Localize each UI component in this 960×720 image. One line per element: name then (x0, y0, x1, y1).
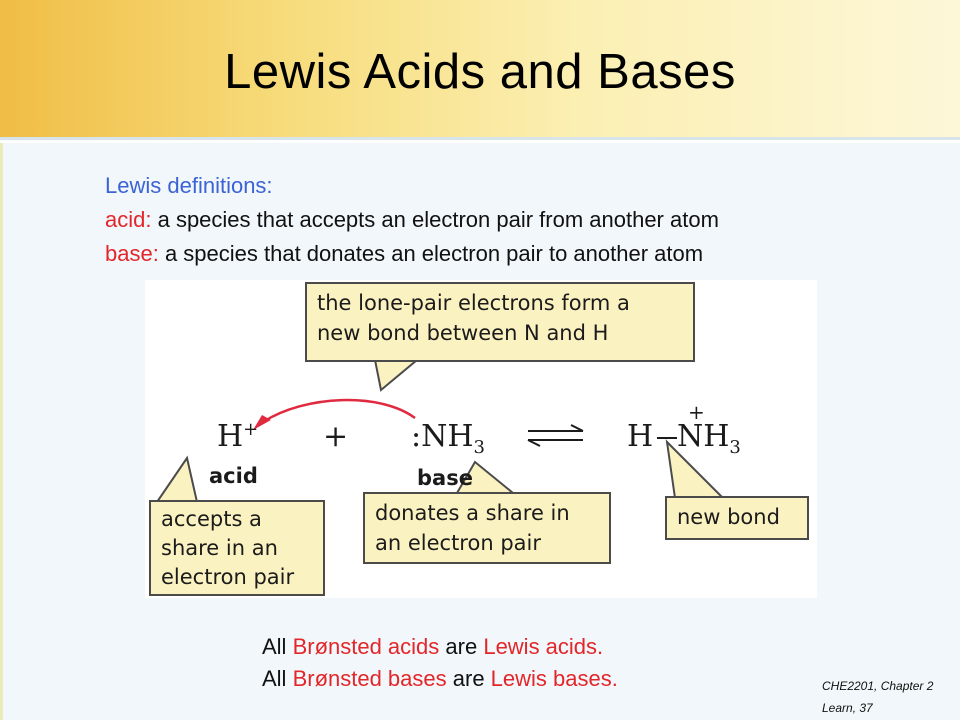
callout-acid-line: accepts a (161, 507, 262, 531)
callout-lone-pair-line: the lone-pair electrons form a (317, 291, 630, 315)
product-nh3 (677, 419, 741, 458)
callout-base-line: donates a share in (375, 501, 570, 525)
lone-pair-dots: : (411, 419, 422, 454)
footer-course: CHE2201, Chapter 2 (822, 679, 934, 693)
summary-text: All (262, 666, 293, 691)
ammonia-formula (411, 419, 485, 458)
summary-text: All (262, 634, 293, 659)
lewis-bronsted-summary (262, 631, 618, 695)
product-charge: + (688, 400, 705, 424)
callout-lone-pair (305, 282, 695, 362)
bronsted-bases-term: Brønsted bases (292, 666, 447, 691)
bronsted-acids-term: Brønsted acids (292, 634, 440, 659)
summary-line-acids (262, 631, 618, 663)
product-subscript: 3 (729, 437, 741, 458)
ammonia-subscript: 3 (473, 437, 485, 458)
lewis-reaction-figure (145, 280, 817, 598)
lewis-acids-term: Lewis acids. (483, 634, 604, 659)
product-h: H (627, 419, 654, 454)
slide-title: Lewis Acids and Bases (224, 45, 736, 99)
proton-symbol: H (217, 419, 244, 454)
acid-label: acid (209, 464, 258, 488)
slide-footer (822, 675, 933, 719)
acid-definition (105, 203, 719, 237)
callout-acid (149, 500, 325, 596)
callout-base-line: an electron pair (375, 531, 541, 555)
callout-acid-line: electron pair (161, 565, 295, 589)
summary-text: are (439, 634, 484, 659)
callout-acid-line: share in an (161, 536, 278, 560)
callout-base (363, 492, 611, 564)
base-definition (105, 237, 719, 271)
slide-header (0, 0, 960, 140)
lewis-bases-term: Lewis bases. (490, 666, 618, 691)
summary-line-bases (262, 663, 618, 695)
product-nh-symbol: NH (677, 419, 730, 454)
acid-term: acid: (105, 207, 152, 232)
callout-new-bond-text: new bond (677, 505, 780, 529)
base-definition-text: a species that donates an electron pair to another atom (158, 241, 704, 266)
acid-definition-text: a species that accepts an electron pair from another atom (151, 207, 719, 232)
proton-formula (217, 419, 258, 454)
summary-text: are (446, 666, 491, 691)
definitions-heading: Lewis definitions: (105, 173, 273, 198)
reaction-plus: + (323, 419, 349, 454)
base-label: base (417, 466, 473, 490)
ammonia-symbol: NH (421, 419, 474, 454)
callout-new-bond (665, 496, 809, 540)
base-term: base: (105, 241, 159, 266)
lewis-definitions (105, 169, 719, 271)
footer-page: Learn, 37 (822, 701, 873, 715)
acid-callout-pointer (157, 458, 197, 502)
top-callout-pointer (375, 360, 417, 390)
proton-charge: + (243, 419, 259, 440)
callout-lone-pair-line: new bond between N and H (317, 321, 609, 345)
